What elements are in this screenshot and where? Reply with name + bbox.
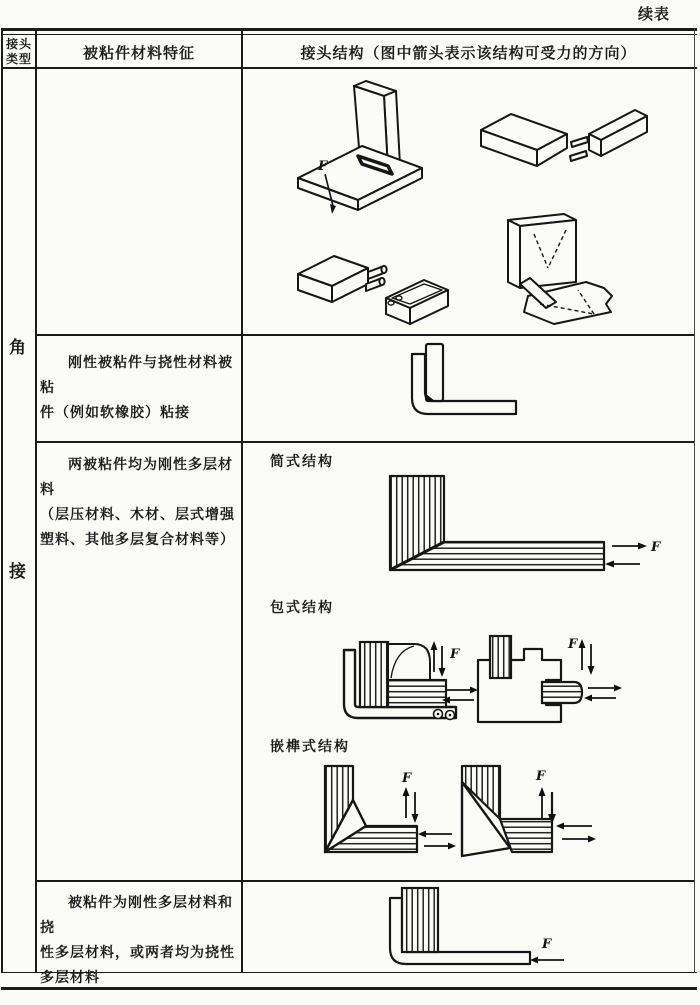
diagram-flexible-laminate-corner (360, 884, 590, 976)
header-joint-type-line2: 类型 (5, 52, 32, 66)
sublabel-wrap-structure: 包式结构 (270, 599, 334, 615)
rule-row2-bottom (36, 441, 695, 443)
rule-right-border (694, 28, 695, 973)
diagram-wrap-structure-2 (468, 634, 633, 729)
material-cell-row2 (40, 350, 238, 425)
force-label: F (568, 637, 578, 652)
sublabel-tenon-structure: 嵌榫式结构 (270, 738, 350, 754)
force-label: F (318, 159, 328, 174)
header-joint-type-line1: 接头 (5, 37, 32, 51)
material-line: 被粘件为刚性多层材料和挠 (40, 894, 233, 935)
diagram-tenon-structure-2 (452, 764, 637, 869)
material-line: 两被粘件均为刚性多层材料 (40, 456, 233, 497)
rule-row3-bottom (36, 880, 695, 882)
force-label: F (651, 540, 661, 555)
diagram-angle-bracket-iso (292, 78, 432, 233)
rule-top-thick (1, 28, 697, 31)
diagram-corner-spline-iso (490, 212, 625, 327)
header-structure: 接头结构（图中箭头表示该结构可受力的方向） (300, 45, 637, 62)
joint-type-char-jiao: 角 (9, 338, 27, 357)
diagram-simple-structure (372, 474, 662, 574)
material-line: 刚性被粘件与挠性材料被粘 (40, 354, 233, 395)
material-cell-row4 (40, 890, 238, 990)
diagram-wrap-structure-1 (318, 634, 488, 729)
diagram-tenon-structure-1 (318, 764, 468, 869)
material-line: 多层材料 (40, 969, 100, 985)
force-label: F (542, 937, 552, 952)
material-line: 件（例如软橡胶）粘接 (40, 404, 190, 420)
rule-row1-bottom (36, 334, 695, 336)
material-line: （层压材料、木材、层式增强 (40, 506, 235, 522)
rule-left-border (1, 28, 3, 973)
rule-col2-divider (241, 28, 243, 973)
force-label: F (402, 771, 412, 786)
force-label: F (450, 647, 460, 662)
continued-table-label: 续表 (637, 6, 670, 23)
sublabel-simple-structure: 简式结构 (270, 453, 334, 469)
diagram-rigid-flexible-corner (396, 342, 521, 427)
header-joint-type (3, 37, 35, 67)
rule-header-bottom (1, 67, 697, 69)
rule-col1-divider (35, 28, 37, 973)
rule-top-thin (1, 34, 697, 35)
material-cell-row3 (40, 452, 238, 552)
header-material: 被粘件材料特征 (82, 45, 195, 62)
material-line: 塑料、其他多层复合材料等） (40, 531, 235, 547)
diagram-dowel-joint-iso (290, 246, 450, 331)
joint-type-char-jie: 接 (9, 562, 27, 581)
force-label: F (536, 769, 546, 784)
material-line: 性多层材料，或两者均为挠性 (40, 944, 235, 960)
diagram-miter-spline-iso (475, 104, 650, 184)
